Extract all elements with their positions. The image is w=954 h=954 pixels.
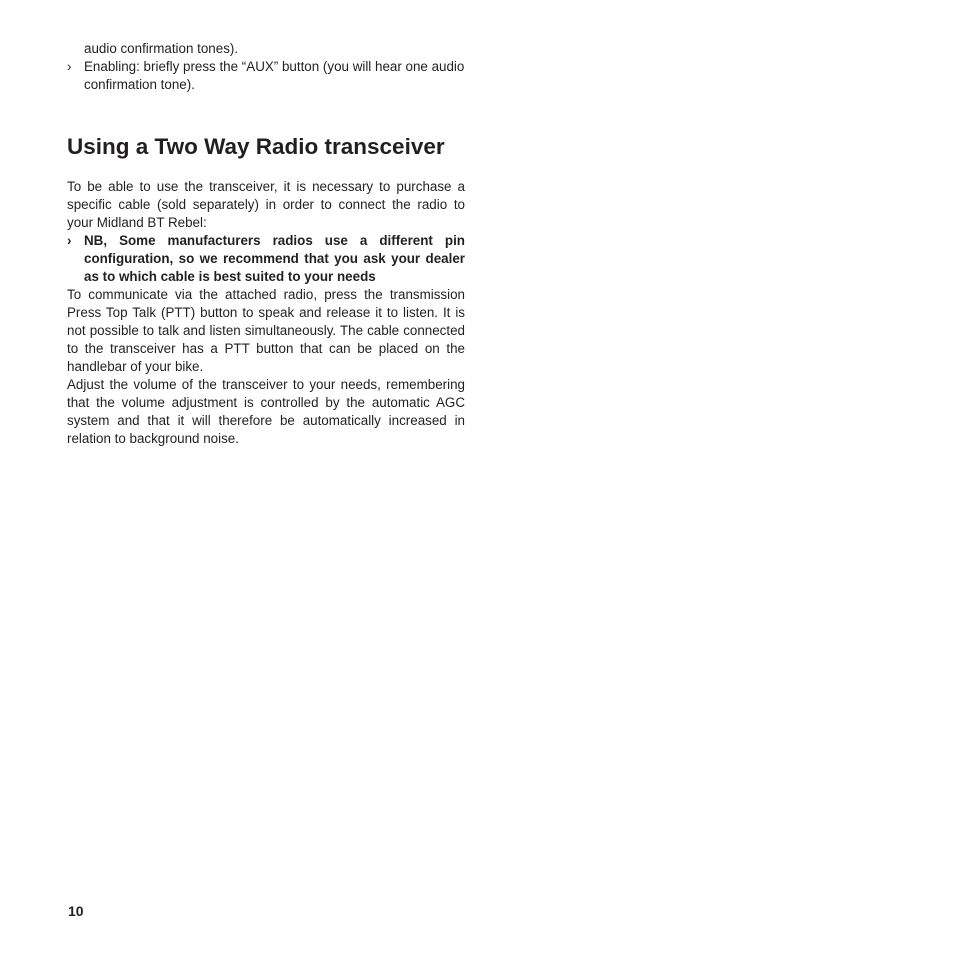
continuation-text: audio confirmation tones).	[84, 41, 239, 56]
intro-paragraph: To be able to use the transceiver, it is necessary to purchase a specific cable (sold separately) in order to connect the radio to your Midland BT Rebel:	[67, 179, 465, 230]
page-number: 10	[68, 903, 84, 919]
section-body	[67, 178, 465, 448]
chevron-bullet-icon: ›	[67, 233, 72, 248]
section-title: Using a Two Way Radio transceiver	[67, 134, 445, 159]
note-bullet-text: NB, Some manufacturers radios use a different pin configuration, so we recommend that you ask your dealer as to which cable is best suited to your needs	[84, 233, 465, 284]
ptt-paragraph: To communicate via the attached radio, press the transmission Press Top Talk (PTT) button to speak and release it to listen. It is not possible to talk and listen simultaneously. The cable connected to the transceiver has a PTT button that can be placed on the handlebar of your bike.	[67, 287, 465, 374]
enabling-bullet-text: Enabling: briefly press the “AUX” button (you will hear one audio confirmation tone).	[84, 59, 465, 92]
chevron-bullet-icon: ›	[67, 59, 72, 74]
enabling-bullet	[67, 58, 465, 94]
volume-paragraph: Adjust the volume of the transceiver to your needs, remembering that the volume adjustment is controlled by the automatic AGC system and that it will therefore be automatically increased in relation to background noise.	[67, 377, 465, 446]
note-bullet	[67, 232, 465, 286]
top-section	[67, 40, 465, 94]
